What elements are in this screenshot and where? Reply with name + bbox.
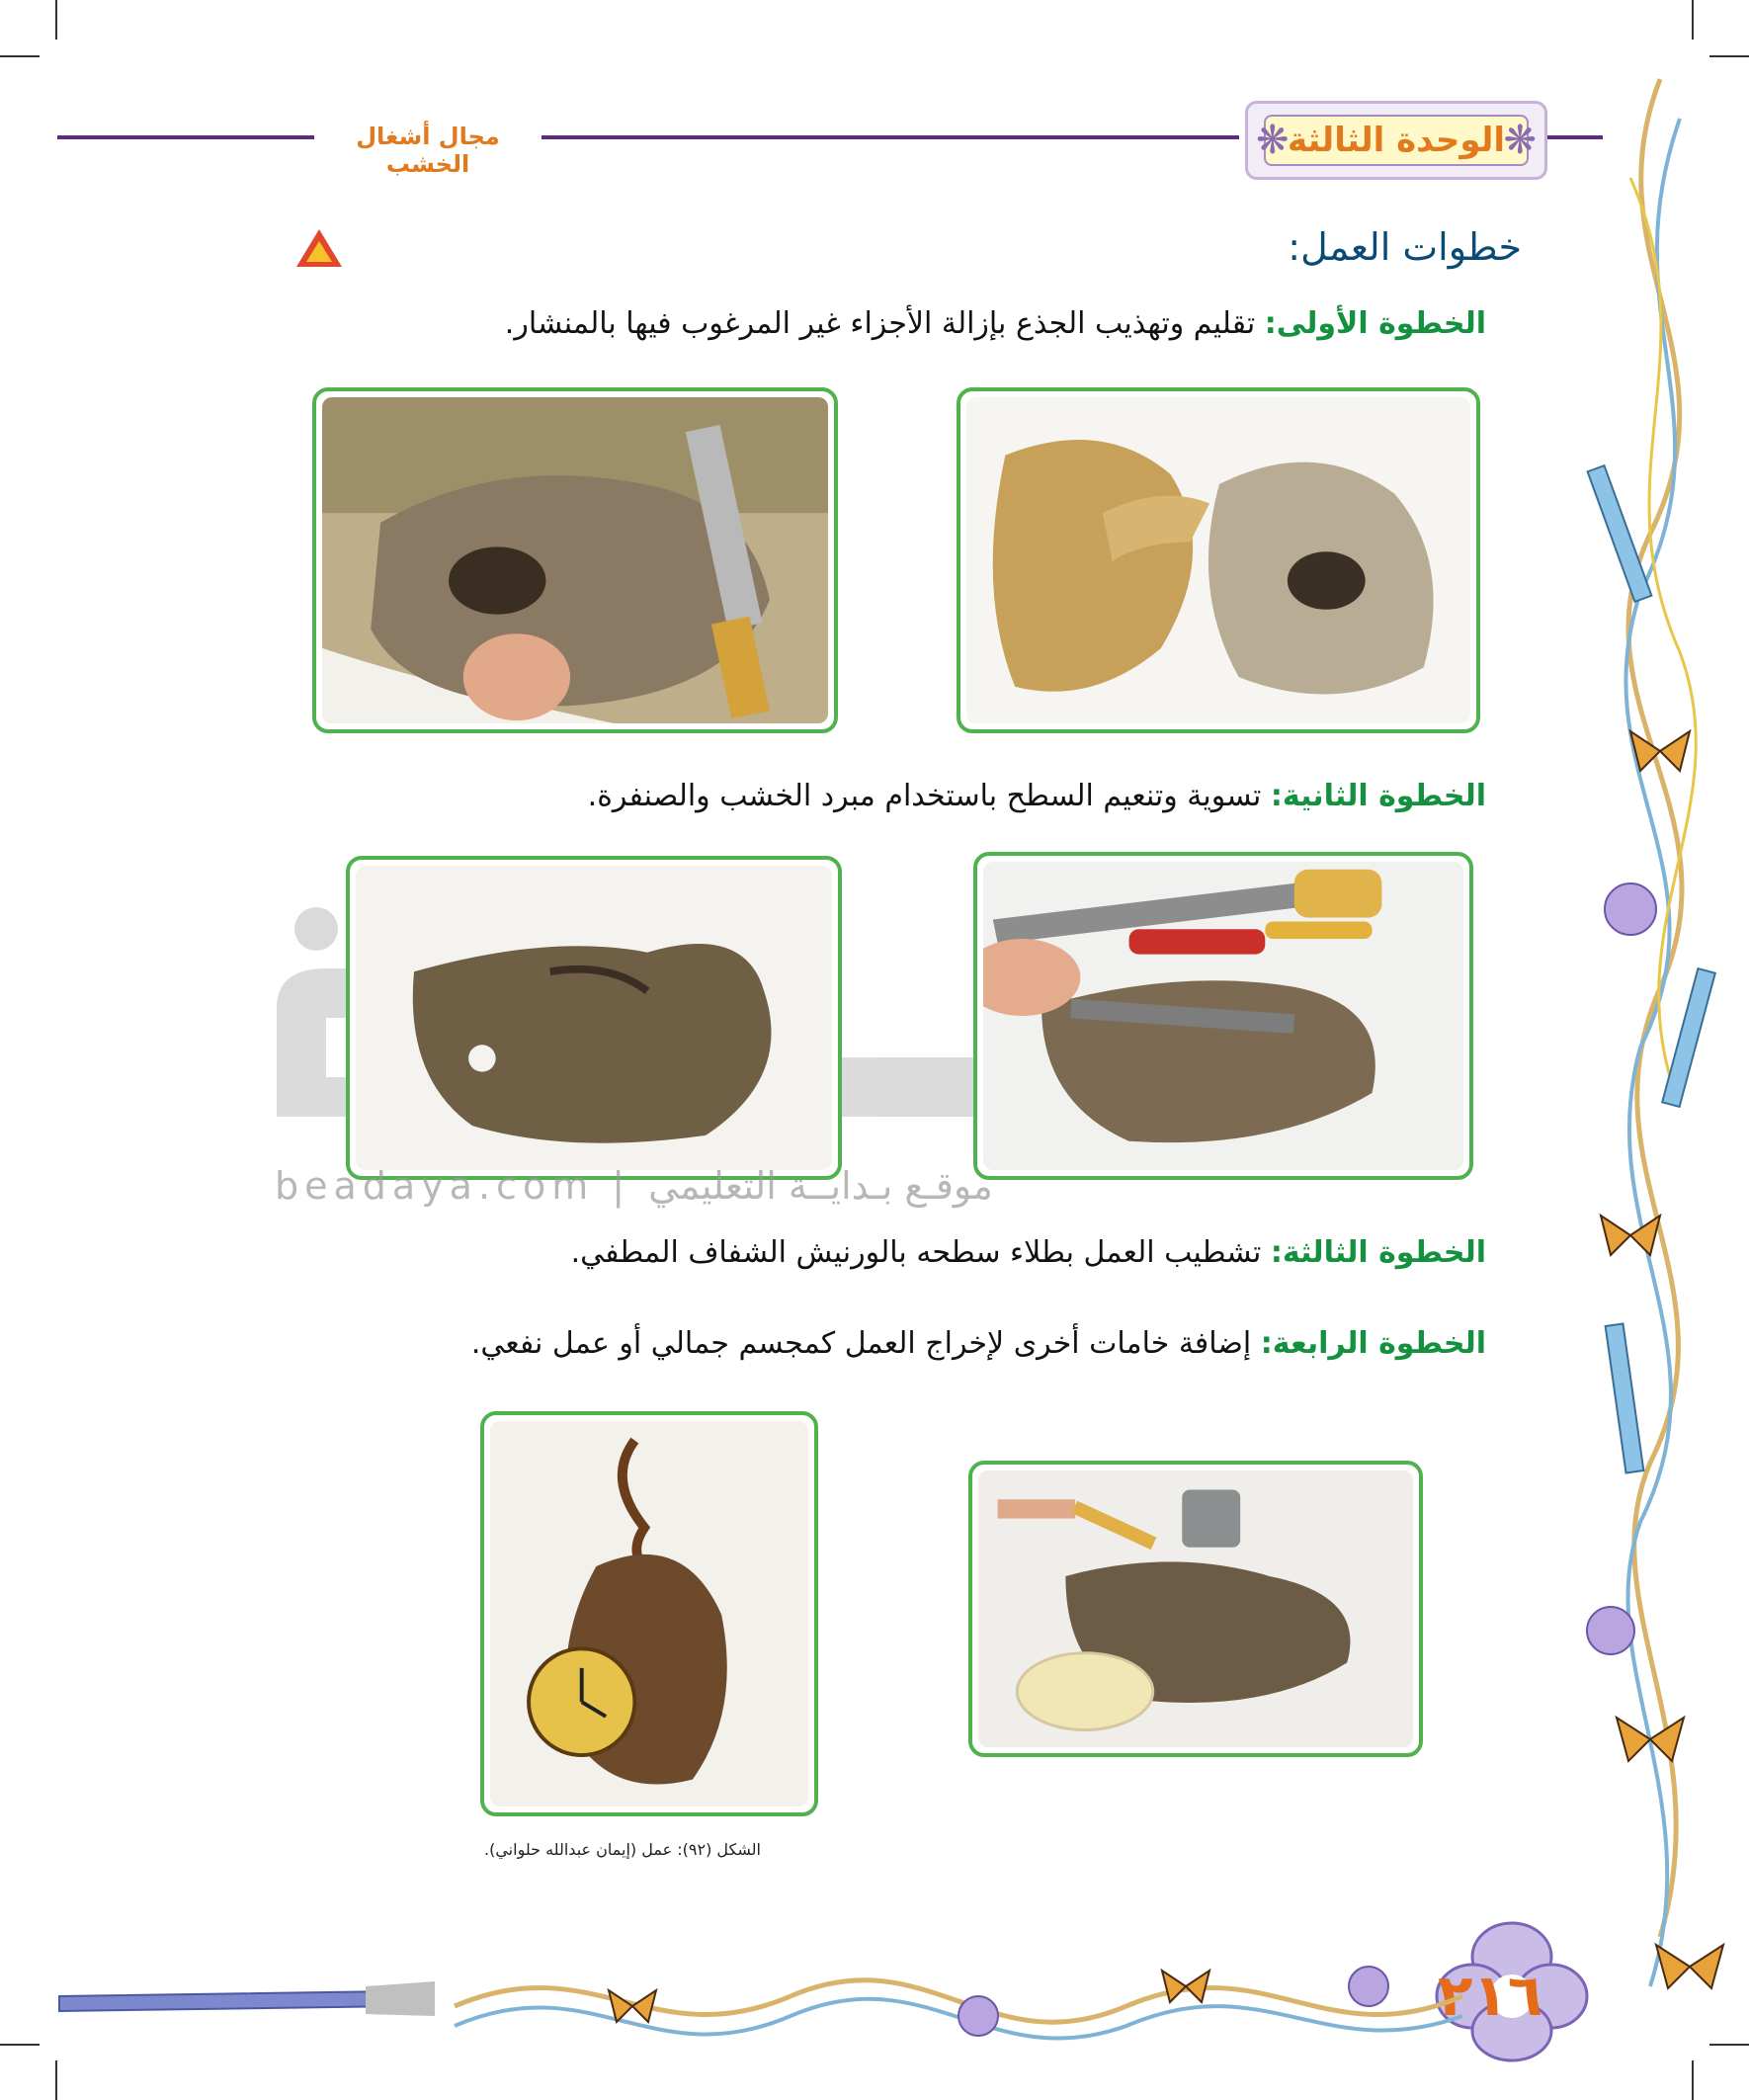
crop-mark [1692, 0, 1694, 40]
photo-raw-roots [957, 387, 1480, 733]
step-3 [571, 1235, 1486, 1270]
figure-caption: الشكل (٩٢): عمل (إيمان عبدالله حلواني). [484, 1840, 761, 1859]
section-heading: خطوات العمل: [1288, 225, 1522, 269]
decorative-border-right [1571, 59, 1749, 2036]
field-label: مجال أشغال الخشب [314, 123, 541, 178]
crop-mark [1709, 2044, 1749, 2046]
step-3-label: الخطوة الثالثة: [1270, 1235, 1486, 1270]
photo-sawing-trunk [312, 387, 838, 733]
step-2-label: الخطوة الثانية: [1270, 779, 1486, 813]
header-rule-left [57, 135, 1239, 139]
step-4-label: الخطوة الرابعة: [1260, 1326, 1486, 1361]
unit-badge [1245, 101, 1547, 180]
step-2-text: تسوية وتنعيم السطح باستخدام مبرد الخشب والصنفرة. [587, 779, 1262, 813]
crop-mark [0, 55, 40, 57]
flower-icon [1587, 883, 1656, 1654]
step-3-text: تشطيب العمل بطلاء سطحه بالورنيش الشفاف المطفي. [570, 1235, 1262, 1270]
photo-clock-sculpture [480, 1411, 818, 1816]
step-1-label: الخطوة الأولى: [1264, 306, 1486, 341]
pencil-icon [1588, 465, 1715, 1472]
photo-varnishing [968, 1461, 1423, 1757]
step-4-text: إضافة خامات أخرى لإخراج العمل كمجسم جمالي أو عمل نفعي. [470, 1326, 1252, 1361]
ornament-icon: ❋ [1256, 118, 1290, 163]
crop-mark [55, 0, 57, 40]
step-1 [505, 306, 1486, 341]
unit-title: الوحدة الثالثة [1264, 115, 1529, 166]
crop-mark [0, 2044, 40, 2046]
photo-filed-trunk [346, 856, 842, 1180]
crop-mark [1692, 2060, 1694, 2100]
ornament-icon: ❋ [1503, 118, 1537, 163]
watermark-text: beadaya.com | موقـع بـدايــة التعليمي [275, 1164, 993, 1208]
photo-filing-tools [973, 852, 1473, 1180]
step-4 [471, 1326, 1486, 1361]
warning-triangle-icon [296, 229, 342, 267]
step-2 [588, 779, 1486, 813]
crop-mark [1709, 55, 1749, 57]
page-number: ٢١٦ [1438, 1962, 1543, 2029]
decorative-border-bottom [40, 1937, 1581, 2075]
step-1-text: تقليم وتهذيب الجذع بإزالة الأجزاء غير المرغوب فيها بالمنشار. [504, 306, 1256, 341]
